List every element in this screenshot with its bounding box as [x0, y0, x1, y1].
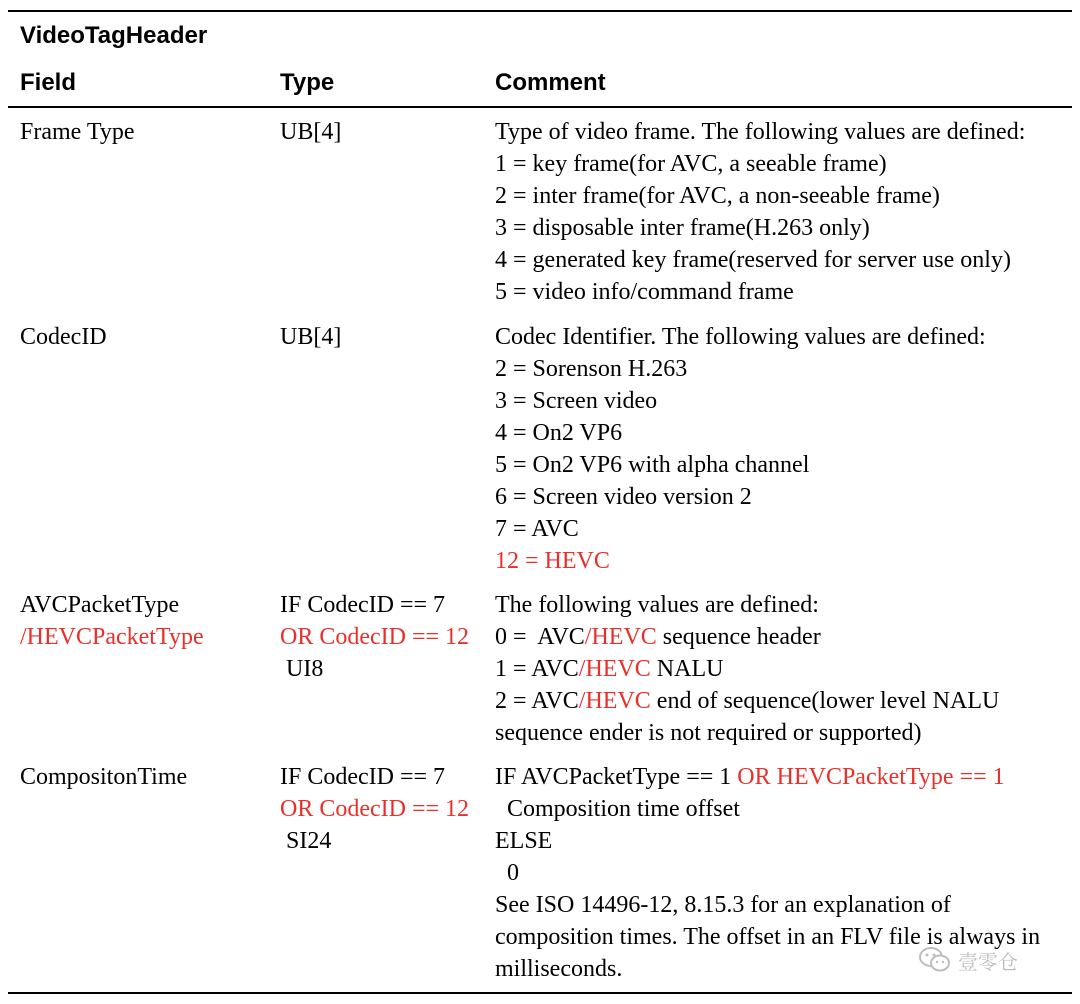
cell-line: [495, 212, 1025, 244]
text-run: UB[4]: [280, 119, 342, 145]
text-run: 6 = Screen video version 2: [495, 484, 752, 510]
bottom-rule: [8, 992, 1072, 994]
cell-line: [495, 621, 999, 653]
cell-line: [495, 353, 986, 385]
highlighted-text: OR CodecID == 12: [280, 796, 470, 822]
text-run: 2 = inter frame(for AVC, a non-seeable frame): [495, 183, 940, 209]
text-run: IF CodecID == 7: [280, 764, 446, 790]
cell-line: [280, 621, 469, 653]
highlighted-text: 12 = HEVC: [495, 548, 610, 574]
text-run: UI8: [280, 656, 324, 682]
cell-type: [280, 116, 341, 148]
text-run: 2 = Sorenson H.263: [495, 356, 688, 382]
cell-field: [20, 589, 204, 653]
text-run: 5 = video info/command frame: [495, 279, 794, 305]
cell-line: [495, 825, 1040, 857]
text-run: IF AVCPacketType == 1: [495, 764, 738, 790]
text-run: 2 = AVC: [495, 688, 579, 714]
cell-line: [20, 761, 187, 793]
text-run: CompositonTime: [20, 764, 188, 790]
text-run: CodecID: [20, 324, 107, 350]
cell-line: [495, 793, 1040, 825]
cell-field: [20, 116, 135, 148]
text-run: sequence header: [656, 624, 821, 650]
text-run: SI24: [280, 828, 332, 854]
highlighted-text: /HEVC: [578, 688, 651, 714]
watermark: [918, 944, 1018, 976]
cell-line: [495, 244, 1025, 276]
text-run: The following values are defined:: [495, 592, 819, 618]
cell-line: [280, 793, 469, 825]
text-run: Codec Identifier. The following values are defined:: [495, 324, 986, 350]
text-run: 3 = Screen video: [495, 388, 658, 414]
cell-line: [280, 116, 341, 148]
text-run: See ISO 14496-12, 8.15.3 for an explanation of: [495, 892, 951, 918]
cell-line: [20, 116, 135, 148]
text-run: 5 = On2 VP6 with alpha channel: [495, 452, 810, 478]
cell-line: [495, 481, 986, 513]
text-run: 1 = key frame(for AVC, a seeable frame): [495, 151, 887, 177]
cell-line: [495, 116, 1025, 148]
cell-comment: [495, 589, 999, 749]
text-run: Frame Type: [20, 119, 135, 145]
table-title: VideoTagHeader: [20, 22, 208, 49]
text-run: NALU: [650, 656, 724, 682]
cell-line: [495, 545, 986, 577]
text-run: 0 = AVC: [495, 624, 585, 650]
highlighted-text: OR HEVCPacketType == 1: [737, 764, 1005, 790]
header-rule: [8, 106, 1072, 108]
text-run: composition times. The offset in an FLV file is always in: [495, 924, 1041, 950]
cell-line: [495, 321, 986, 353]
highlighted-text: OR CodecID == 12: [280, 624, 470, 650]
cell-line: [20, 621, 204, 653]
text-run: 4 = generated key frame(reserved for server use only): [495, 247, 1011, 273]
cell-line: [280, 653, 469, 685]
text-run: Type of video frame. The following values are defined:: [495, 119, 1026, 145]
cell-line: [20, 589, 204, 621]
cell-line: [495, 761, 1040, 793]
cell-line: [495, 385, 986, 417]
top-rule: [8, 10, 1072, 12]
text-run: milliseconds.: [495, 956, 623, 982]
cell-line: [20, 321, 107, 353]
text-run: 0: [495, 860, 519, 886]
highlighted-text: /HEVC: [584, 624, 657, 650]
cell-line: [495, 889, 1040, 921]
header-field: Field: [20, 69, 77, 96]
text-run: sequence ender is not required or supported): [495, 720, 922, 746]
cell-comment: [495, 321, 986, 577]
cell-line: [495, 449, 986, 481]
cell-comment: [495, 116, 1025, 308]
cell-line: [495, 417, 986, 449]
text-run: 3 = disposable inter frame(H.263 only): [495, 215, 870, 241]
header-comment: Comment: [495, 69, 606, 96]
cell-line: [280, 589, 469, 621]
cell-field: [20, 321, 107, 353]
cell-line: [495, 148, 1025, 180]
text-run: AVCPacketType: [20, 592, 180, 618]
cell-line: [280, 825, 469, 857]
cell-type: [280, 321, 341, 353]
cell-field: [20, 761, 187, 793]
text-run: end of sequence(lower level NALU: [650, 688, 1000, 714]
cell-line: [495, 276, 1025, 308]
text-run: Composition time offset: [495, 796, 740, 822]
text-run: ELSE: [495, 828, 553, 854]
text-run: IF CodecID == 7: [280, 592, 446, 618]
cell-line: [495, 857, 1040, 889]
text-run: 7 = AVC: [495, 516, 579, 542]
cell-line: [495, 653, 999, 685]
watermark-text: 壹零仓: [958, 949, 1018, 974]
cell-type: [280, 589, 469, 685]
cell-line: [495, 717, 999, 749]
cell-line: [495, 589, 999, 621]
text-run: 4 = On2 VP6: [495, 420, 623, 446]
cell-line: [495, 180, 1025, 212]
cell-line: [495, 513, 986, 545]
cell-type: [280, 761, 469, 857]
cell-line: [280, 761, 469, 793]
highlighted-text: /HEVCPacketType: [20, 624, 204, 650]
wechat-icon: [918, 946, 952, 974]
header-type: Type: [280, 69, 335, 96]
cell-line: [280, 321, 341, 353]
text-run: UB[4]: [280, 324, 342, 350]
highlighted-text: /HEVC: [578, 656, 651, 682]
cell-line: [495, 685, 999, 717]
text-run: 1 = AVC: [495, 656, 579, 682]
